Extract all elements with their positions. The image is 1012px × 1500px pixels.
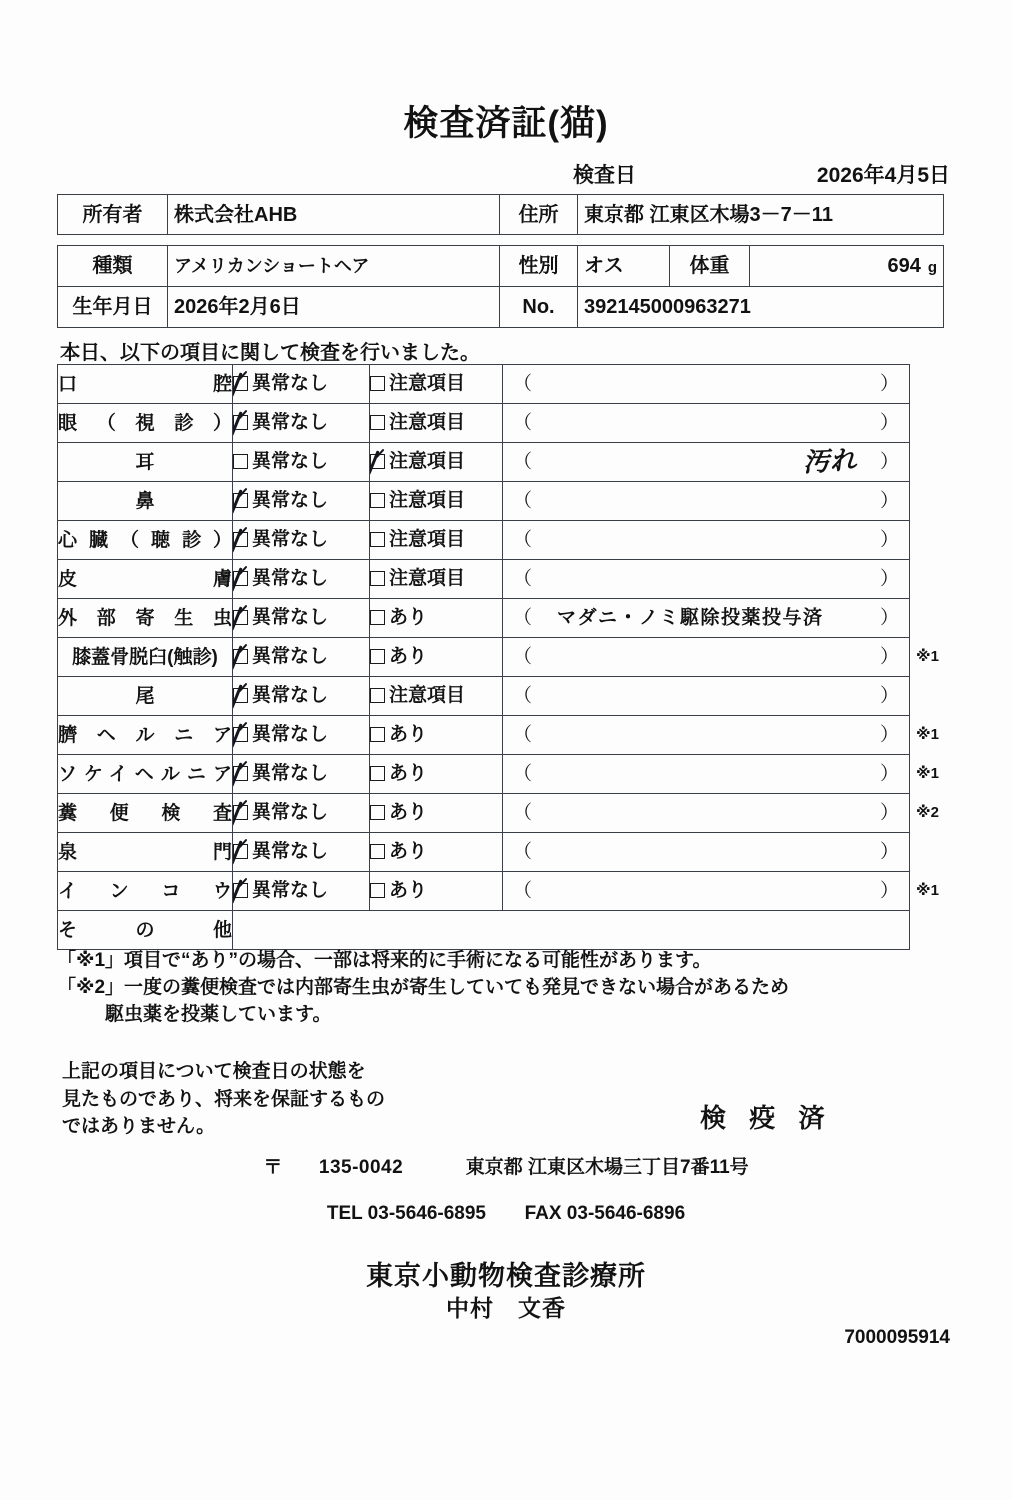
- checkbox-normal[interactable]: [233, 833, 370, 872]
- checkbox-finding-box[interactable]: [370, 493, 385, 508]
- checkbox-normal-label: 異常なし: [252, 372, 329, 394]
- checkbox-normal[interactable]: [233, 677, 370, 716]
- checkbox-normal-box[interactable]: [233, 805, 248, 820]
- weight-cell: [750, 246, 944, 287]
- owner-value: 株式会社AHB: [168, 195, 500, 235]
- checklist-note-field[interactable]: [503, 599, 910, 638]
- checkbox-finding[interactable]: [370, 794, 503, 833]
- checkbox-normal-label: 異常なし: [252, 645, 329, 667]
- veterinarian-name: 中村 文香: [446, 1295, 566, 1321]
- checkbox-normal-label: 異常なし: [252, 411, 329, 433]
- checkbox-normal[interactable]: [233, 482, 370, 521]
- checklist-note-field[interactable]: [503, 872, 910, 911]
- checkbox-normal-box[interactable]: [233, 376, 248, 391]
- checklist-footnote-mark: ※1: [916, 765, 939, 782]
- birthdate-label: 生年月日: [58, 287, 168, 328]
- checklist-row: [58, 599, 910, 638]
- checkbox-normal[interactable]: [233, 365, 370, 404]
- checkbox-finding[interactable]: [370, 755, 503, 794]
- checklist-item-label: 皮 膚: [58, 560, 233, 599]
- checkbox-finding[interactable]: [370, 521, 503, 560]
- checkbox-normal[interactable]: [233, 521, 370, 560]
- breed-value: アメリカンショートヘア: [168, 246, 500, 287]
- checklist-row: [58, 716, 910, 755]
- paren-left: （: [513, 529, 533, 551]
- owner-label: 所有者: [58, 195, 168, 235]
- checklist-row: [58, 482, 910, 521]
- paren-right: ）: [879, 724, 899, 746]
- checklist-footnote-mark: ※1: [916, 648, 939, 665]
- checkbox-normal[interactable]: [233, 404, 370, 443]
- checkbox-normal-label: 異常なし: [252, 723, 329, 745]
- address-value: 東京都 江東区木場3－7－11: [578, 195, 944, 235]
- checklist-row: [58, 638, 910, 677]
- checklist-item-label: 臍ヘルニア: [58, 716, 233, 755]
- checkbox-finding-label: 注意項目: [389, 567, 466, 589]
- paren-left: （: [513, 841, 533, 863]
- page-title: 検査済証(猫): [403, 104, 609, 143]
- checkbox-normal[interactable]: [233, 599, 370, 638]
- checkbox-finding-box[interactable]: [370, 805, 385, 820]
- microchip-no-label: No.: [500, 287, 578, 328]
- postal-symbol-icon: 〒: [263, 1157, 283, 1178]
- checkbox-finding-box[interactable]: [370, 454, 385, 469]
- checkbox-finding[interactable]: [370, 404, 503, 443]
- checkbox-normal-label: 異常なし: [252, 684, 329, 706]
- checklist-row: [58, 794, 910, 833]
- checkbox-normal[interactable]: [233, 872, 370, 911]
- checkbox-finding[interactable]: [370, 677, 503, 716]
- checklist-item-label: 耳: [58, 443, 233, 482]
- checklist-item-label: 膝蓋骨脱臼(触診): [58, 638, 233, 677]
- paren-left: （: [513, 607, 533, 629]
- paren-right: ）: [879, 490, 899, 512]
- checkbox-finding[interactable]: [370, 716, 503, 755]
- exam-date-row: [560, 159, 950, 187]
- sex-value: オス: [578, 246, 670, 287]
- checklist-row: [58, 560, 910, 599]
- checklist-row: [58, 911, 910, 950]
- checklist-row: [58, 677, 910, 716]
- checklist-note-field[interactable]: [503, 482, 910, 521]
- checklist-note-field[interactable]: [503, 365, 910, 404]
- checkbox-finding[interactable]: [370, 638, 503, 677]
- checklist-row: [58, 404, 910, 443]
- checkbox-normal-label: 異常なし: [252, 879, 329, 901]
- checkbox-finding-box[interactable]: [370, 883, 385, 898]
- checklist-item-label: インコウ: [58, 872, 233, 911]
- checkbox-normal-box[interactable]: [233, 883, 248, 898]
- checklist-row: [58, 872, 910, 911]
- checkbox-normal[interactable]: [233, 638, 370, 677]
- checkbox-normal-label: 異常なし: [252, 567, 329, 589]
- checklist-row: [58, 521, 910, 560]
- checklist-row: [58, 833, 910, 872]
- checklist-row: [58, 365, 910, 404]
- checklist-item-label: ソケイヘルニア: [58, 755, 233, 794]
- checkbox-normal-box[interactable]: [233, 493, 248, 508]
- breed-label: 種類: [58, 246, 168, 287]
- paren-right: ）: [879, 880, 899, 902]
- paren-right: ）: [879, 568, 899, 590]
- checkbox-finding-label: あり: [389, 879, 428, 901]
- disclaimer-line-1: 上記の項目について検査日の状態を: [62, 1061, 366, 1082]
- checklist-item-label: 口 腔: [58, 365, 233, 404]
- checklist-note-field[interactable]: [503, 794, 910, 833]
- checkbox-normal[interactable]: [233, 794, 370, 833]
- sex-label: 性別: [500, 246, 578, 287]
- paren-right: ）: [879, 763, 899, 785]
- checkbox-normal-box[interactable]: [233, 532, 248, 547]
- clinic-fax: FAX 03-5646-6896: [524, 1203, 686, 1224]
- disclaimer: [62, 1058, 385, 1141]
- paren-right: ）: [879, 802, 899, 824]
- paren-right: ）: [879, 412, 899, 434]
- clinic-address: 東京都 江東区木場三丁目7番11号: [465, 1157, 749, 1178]
- checkbox-normal[interactable]: [233, 443, 370, 482]
- paren-right: ）: [879, 607, 899, 629]
- weight-unit: g: [927, 259, 937, 276]
- paren-left: （: [513, 490, 533, 512]
- paren-left: （: [513, 568, 533, 590]
- checkbox-finding-box[interactable]: [370, 610, 385, 625]
- paren-left: （: [513, 451, 533, 473]
- clinic-address-line: [0, 1152, 1012, 1179]
- paren-right: ）: [879, 841, 899, 863]
- checkbox-normal-label: 異常なし: [252, 606, 329, 628]
- checkbox-finding-box[interactable]: [370, 727, 385, 742]
- paren-left: （: [513, 685, 533, 707]
- intro-line: 本日、以下の項目に関して検査を行いました。: [60, 342, 480, 364]
- checklist-note-field[interactable]: [503, 677, 910, 716]
- footnotes: [57, 948, 937, 1029]
- checklist-note-field[interactable]: [503, 755, 910, 794]
- table-row: [58, 246, 944, 287]
- checklist-note-field[interactable]: [503, 443, 910, 482]
- checkbox-normal-box[interactable]: [233, 727, 248, 742]
- paren-right: ）: [879, 529, 899, 551]
- footnote-2: 「※2」一度の糞便検査では内部寄生虫が寄生していても発見できない場合があるため: [57, 976, 790, 998]
- checkbox-finding[interactable]: [370, 365, 503, 404]
- checkbox-finding[interactable]: [370, 482, 503, 521]
- clinic-tel: TEL 03-5646-6895: [326, 1203, 487, 1224]
- checklist-item-label: 心臓（聴診）: [58, 521, 233, 560]
- disclaimer-line-3: ではありません。: [62, 1116, 216, 1138]
- checkbox-finding[interactable]: [370, 872, 503, 911]
- birthdate-value: 2026年2月6日: [168, 287, 500, 328]
- checkbox-finding-box[interactable]: [370, 649, 385, 664]
- checklist-other-blank-field[interactable]: [233, 911, 910, 950]
- paren-right: ）: [879, 451, 899, 473]
- checkbox-finding-label: 注意項目: [389, 528, 466, 550]
- checkbox-finding-box[interactable]: [370, 688, 385, 703]
- checklist-item-label: そ の 他: [58, 911, 233, 950]
- table-row: [58, 195, 944, 235]
- checklist-note-printed: マダニ・ノミ駆除投薬投与済: [557, 607, 824, 629]
- checklist-footnote-mark: ※1: [916, 882, 939, 899]
- checkbox-normal-box[interactable]: [233, 571, 248, 586]
- checklist-note-field[interactable]: [503, 638, 910, 677]
- checkbox-finding-label: 注意項目: [389, 489, 466, 511]
- clinic-name: 東京小動物検査診療所: [366, 1261, 646, 1291]
- paren-right: ）: [879, 685, 899, 707]
- checkbox-finding-box[interactable]: [370, 766, 385, 781]
- checkbox-normal-label: 異常なし: [252, 489, 329, 511]
- checkbox-normal[interactable]: [233, 716, 370, 755]
- checkbox-normal-label: 異常なし: [252, 762, 329, 784]
- checklist-footnote-mark: ※1: [916, 726, 939, 743]
- checklist-item-label: 泉 門: [58, 833, 233, 872]
- checklist-item-label: 糞便検査: [58, 794, 233, 833]
- checkbox-normal-label: 異常なし: [252, 840, 329, 862]
- checkbox-finding-box[interactable]: [370, 376, 385, 391]
- footnote-1: 「※1」項目で“あり”の場合、一部は将来的に手術になる可能性があります。: [57, 950, 712, 971]
- checklist-row: [58, 443, 910, 482]
- owner-table: [57, 194, 944, 235]
- checkbox-finding-label: 注意項目: [389, 684, 466, 706]
- checkbox-normal[interactable]: [233, 560, 370, 599]
- checklist-item-label: 外部寄生虫: [58, 599, 233, 638]
- checklist-row: [58, 755, 910, 794]
- checkbox-normal-box[interactable]: [233, 649, 248, 664]
- serial-number: 7000095914: [844, 1327, 950, 1348]
- address-label: 住所: [500, 195, 578, 235]
- checkbox-normal-label: 異常なし: [252, 801, 329, 823]
- checkbox-finding-box[interactable]: [370, 415, 385, 430]
- checkbox-finding-label: あり: [389, 723, 428, 745]
- checkbox-finding-label: あり: [389, 801, 428, 823]
- paren-right: ）: [879, 646, 899, 668]
- checkbox-finding-label: あり: [389, 645, 428, 667]
- animal-info-table: [57, 245, 944, 328]
- checklist-note-field[interactable]: [503, 560, 910, 599]
- paren-left: （: [513, 724, 533, 746]
- paren-left: （: [513, 880, 533, 902]
- disclaimer-line-2: 見たものであり、将来を保証するもの: [62, 1088, 386, 1110]
- checklist-item-label: 眼（視診）: [58, 404, 233, 443]
- paren-left: （: [513, 802, 533, 824]
- paren-left: （: [513, 373, 533, 395]
- footnote-2-cont: 駆虫薬を投薬しています。: [105, 1003, 332, 1025]
- checklist-footnote-mark: ※2: [916, 804, 939, 821]
- checkbox-finding-label: あり: [389, 606, 428, 628]
- paren-right: ）: [879, 373, 899, 395]
- paren-left: （: [513, 412, 533, 434]
- checkbox-finding-label: 注意項目: [389, 411, 466, 433]
- checkbox-finding-label: 注意項目: [389, 372, 466, 394]
- checkbox-finding-label: あり: [389, 840, 428, 862]
- checkbox-normal-box[interactable]: [233, 844, 248, 859]
- checklist-note-field[interactable]: [503, 716, 910, 755]
- checkbox-normal-box[interactable]: [233, 610, 248, 625]
- weight-value: 694: [887, 255, 921, 277]
- checkbox-finding[interactable]: [370, 443, 503, 482]
- checkbox-finding[interactable]: [370, 833, 503, 872]
- postal-code: 135-0042: [318, 1157, 404, 1178]
- checklist-item-label: 鼻: [58, 482, 233, 521]
- checklist-item-label: 尾: [58, 677, 233, 716]
- checkbox-finding-box[interactable]: [370, 532, 385, 547]
- checkbox-normal-label: 異常なし: [252, 528, 329, 550]
- checkbox-finding-label: 注意項目: [389, 450, 466, 472]
- checkbox-finding-box[interactable]: [370, 571, 385, 586]
- checkbox-finding[interactable]: [370, 560, 503, 599]
- quarantine-stamp: 検 疫 済: [700, 1103, 833, 1133]
- checkbox-finding-box[interactable]: [370, 844, 385, 859]
- paren-left: （: [513, 763, 533, 785]
- table-row: [58, 287, 944, 328]
- checkbox-finding[interactable]: [370, 599, 503, 638]
- microchip-no-value: 392145000963271: [578, 287, 944, 328]
- weight-label: 体重: [670, 246, 750, 287]
- checklist-note-handwritten: 汚れ: [802, 445, 858, 479]
- checkbox-normal-box[interactable]: [233, 454, 248, 469]
- checklist-note-field[interactable]: [503, 521, 910, 560]
- checklist-note-field[interactable]: [503, 833, 910, 872]
- paren-left: （: [513, 646, 533, 668]
- exam-date-value: 2026年4月5日: [816, 164, 950, 187]
- checkbox-finding-label: あり: [389, 762, 428, 784]
- checkbox-normal-box[interactable]: [233, 766, 248, 781]
- checkbox-normal-box[interactable]: [233, 415, 248, 430]
- checklist-note-field[interactable]: [503, 404, 910, 443]
- checkbox-normal-box[interactable]: [233, 688, 248, 703]
- clinic-contact-line: [0, 1203, 1012, 1225]
- checkbox-normal[interactable]: [233, 755, 370, 794]
- inspection-checklist-table: [57, 364, 910, 950]
- exam-date-label: 検査日: [573, 164, 636, 187]
- checkbox-normal-label: 異常なし: [252, 450, 329, 472]
